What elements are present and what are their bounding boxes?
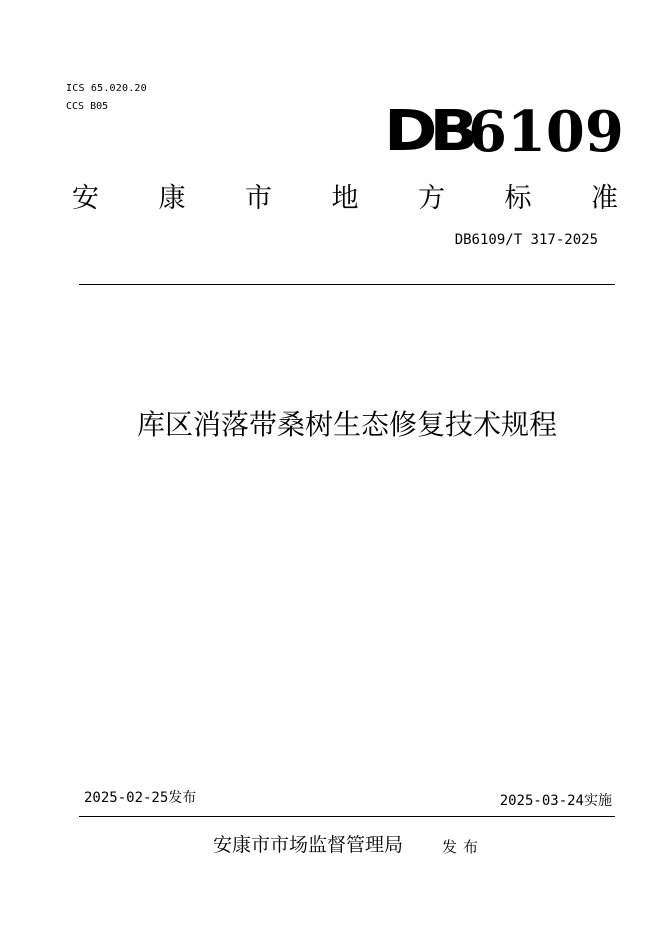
db-logo-code: 6109 [468,99,624,165]
standard-title-char: 标 [504,183,532,214]
standard-title-char: 安 [72,183,99,214]
standard-title-char: 康 [158,183,186,214]
implement-date: 2025-03-24实施 [499,793,612,809]
standard-number: DB6109/T 317-2025 [454,232,598,248]
issuing-authority: 安康市市场监督管理局 [213,834,404,856]
ics-code: ICS 65.020.20 [66,83,147,94]
publish-date: 2025-02-25发布 [84,790,197,806]
db-logo [384,96,624,165]
ccs-code: CCS B05 [66,101,109,112]
standard-title-char: 方 [418,183,445,214]
bottom-divider [79,816,615,817]
document-title: 库区消落带桑树生态修复技术规程 [136,408,557,441]
standard-title-char: 地 [331,183,359,214]
top-divider [79,284,615,285]
standard-title-char: 准 [591,183,618,214]
standard-title-char: 市 [245,183,272,214]
issue-label: 发布 [442,838,485,856]
standard-category-title [72,176,618,215]
db-logo-letters: DB [384,99,471,164]
